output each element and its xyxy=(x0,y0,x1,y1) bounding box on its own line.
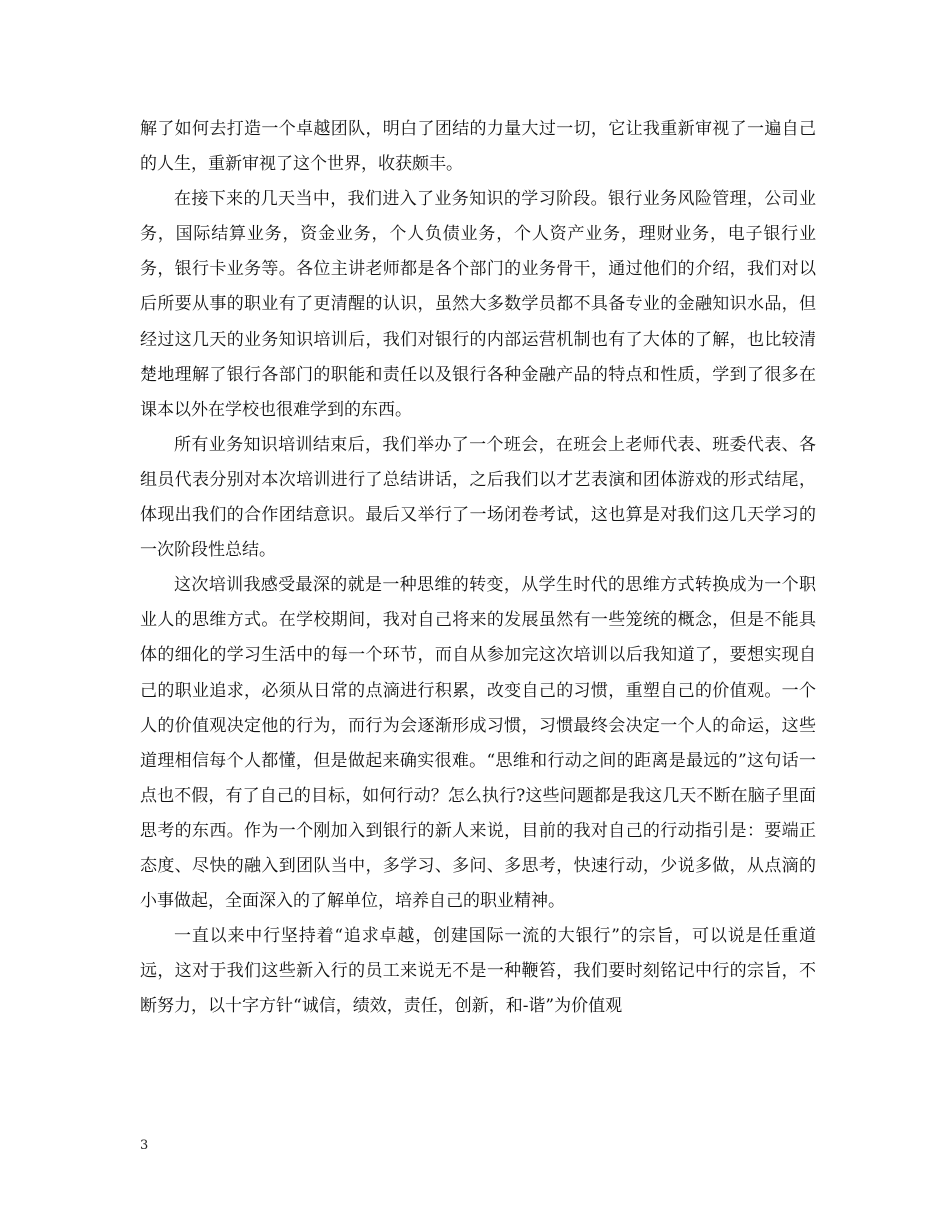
page-number: 3 xyxy=(140,1138,149,1153)
body-text xyxy=(140,112,816,1024)
paragraph-business-training: 在接下来的几天当中，我们进入了业务知识的学习阶段。银行业务风险管理，公司业务，国际结算业务，资金业务，个人负债业务，个人资产业务，理财业务，电子银行业务，银行卡业务等。各位主讲老师都是各个部门的业务骨干，通过他们的介绍，我们对以后所要从事的职业有了更清醒的认识，虽然大多数学员都不具备专业的金融知识水品，但经过这几天的业务知识培训后，我们对银行的内部运营机制也有了大体的了解，也比较清楚地理解了银行各部门的职能和责任以及银行各种金融产品的特点和性质，学到了很多在课本以外在学校也很难学到的东西。 xyxy=(140,189,816,420)
paragraph-mindset-change: 这次培训我感受最深的就是一种思维的转变，从学生时代的思维方式转换成为一个职业人的思维方式。在学校期间，我对自己将来的发展虽然有一些笼统的概念，但是不能具体的细化的学习生活中的每一个环节，而自从参加完这次培训以后我知道了，要想实现自己的职业追求，必须从日常的点滴进行积累，改变自己的习惯，重塑自己的价值观。一个人的价值观决定他的行为，而行为会逐渐形成习惯，习惯最终会决定一个人的命运，这些道理相信每个人都懂，但是做起来确实很难。“思维和行动之间的距离是最远的”这句话一点也不假，有了自己的目标，如何行动？怎么执行?这些问题都是我这几天不断在脑子里面思考的东西。作为一个刚加入到银行的新人来说，目前的我对自己的行动指引是：要端正态度、尽快的融入到团队当中，多学习、多问、多思考，快速行动，少说多做，从点滴的小事做起，全面深入的了解单位，培养自己的职业精神。 xyxy=(140,575,816,912)
paragraph-continuation: 解了如何去打造一个卓越团队，明白了团结的力量大过一切，它让我重新审视了一遍自己的人生，重新审视了这个世界，收获颇丰。 xyxy=(140,119,816,175)
paragraph-bank-mission: 一直以来中行坚持着“追求卓越，创建国际一流的大银行”的宗旨，可以说是任重道远，这对于我们这些新入行的员工来说无不是一种鞭笞，我们要时刻铭记中行的宗旨，不断努力，以十字方针“诚信，绩效，责任，创新，和-谐”为价值观 xyxy=(140,926,816,1017)
paragraph-class-meeting: 所有业务知识培训结束后，我们举办了一个班会，在班会上老师代表、班委代表、各组员代表分别对本次培训进行了总结讲话，之后我们以才艺表演和团体游戏的形式结尾，体现出我们的合作团结意识。最后又举行了一场闭卷考试，这也算是对我们这几天学习的一次阶段性总结。 xyxy=(140,434,816,561)
